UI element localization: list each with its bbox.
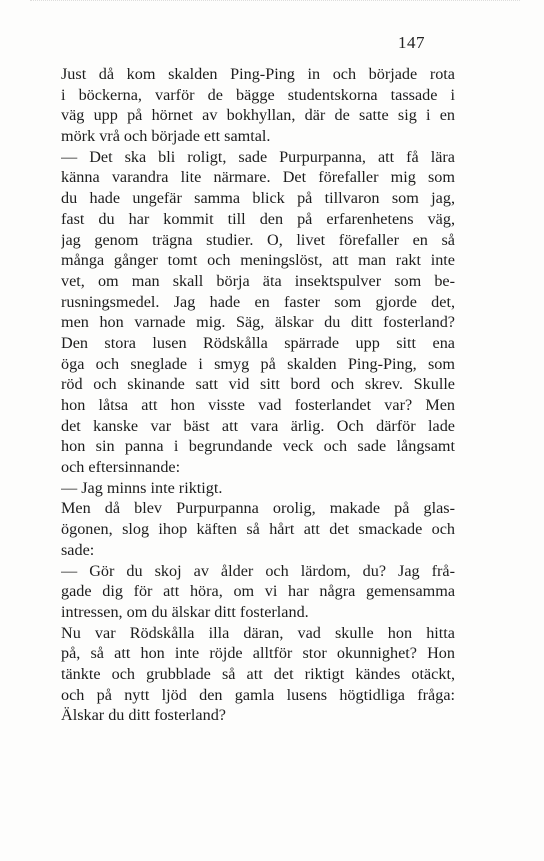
text-line: sade: xyxy=(61,540,95,559)
text-line: ögonen, slog ihop käften så hårt att det smackade och xyxy=(61,520,455,539)
text-line: fast du har kommit till den på erfarenhetens väg, xyxy=(61,209,455,228)
text-line: mörk vrå och började ett samtal. xyxy=(61,127,271,146)
body-text xyxy=(61,64,455,726)
text-line: Den stora lusen Rödskålla spärrade upp sitt ena xyxy=(61,333,455,352)
text-line: — Jag minns inte riktigt. xyxy=(61,478,223,497)
text-line: röd och skinande satt vid sitt bord och skrev. Skulle xyxy=(61,375,455,394)
text-line: vet, om man skall börja äta insektspulver som be- xyxy=(61,271,455,290)
text-line: Just då kom skalden Ping-Ping in och började rota xyxy=(61,65,455,83)
text-line: och på nytt ljöd den gamla lusens högtidliga fråga: xyxy=(61,685,455,704)
text-line: Älskar du ditt fosterland? xyxy=(61,706,226,725)
text-line: — Det ska bli roligt, sade Purpurpanna, att få lära xyxy=(61,147,455,166)
text-line: väg upp på hörnet av bokhyllan, där de satte sig i en xyxy=(61,106,455,125)
text-line: öga och sneglade i smyg på skalden Ping-Ping, som xyxy=(61,354,455,373)
page-top-edge xyxy=(30,0,520,4)
text-line: jag genom trägna studier. O, livet förefaller en så xyxy=(61,230,455,249)
text-line: gade dig för att höra, om vi har några gemensamma xyxy=(61,582,455,601)
text-line: i böckerna, varför de bägge studentskorna tassade i xyxy=(61,85,455,104)
text-line: det kanske var bäst att vara ärlig. Och därför lade xyxy=(61,416,455,435)
text-line: men hon varnade mig. Säg, älskar du ditt fosterland? xyxy=(61,313,455,332)
text-line: hon låtsa att hon visste vad fosterlandet var? Men xyxy=(61,396,455,414)
text-line: rusningsmedel. Jag hade en faster som gjorde det, xyxy=(61,292,455,311)
text-line: på, så att hon inte röjde alltför stor okunnighet? Hon xyxy=(61,644,455,663)
text-line: du hade ungefär samma blick på tillvaron som jag, xyxy=(61,189,455,208)
text-line: känna varandra lite närmare. Det förefaller mig som xyxy=(61,168,455,187)
text-line: hon sin panna i begrundande veck och sade långsamt xyxy=(61,437,455,456)
text-line: tänkte och grubblade så att det riktigt kändes otäckt, xyxy=(61,664,455,683)
text-line: Men då blev Purpurpanna orolig, makade på glas- xyxy=(61,499,455,518)
page-number: 147 xyxy=(398,33,425,52)
text-line: intressen, om du älskar ditt fosterland. xyxy=(61,602,309,621)
text-line: och eftersinnande: xyxy=(61,458,181,477)
text-line: Nu var Rödskålla illa däran, vad skulle hon hitta xyxy=(61,623,455,642)
text-line: — Gör du skoj av ålder och lärdom, du? Jag frå- xyxy=(61,561,455,580)
text-line: många gånger tomt och meningslöst, att man rakt inte xyxy=(61,251,455,270)
